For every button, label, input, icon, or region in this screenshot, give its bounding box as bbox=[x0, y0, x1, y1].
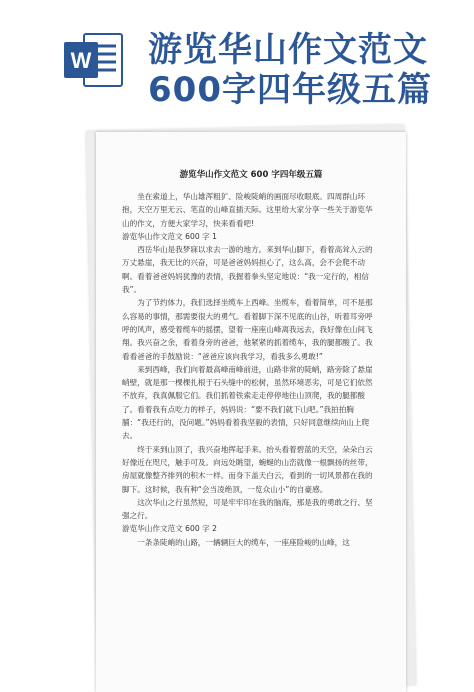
page-title-line-1: 游览华山作文范文 bbox=[148, 30, 428, 70]
svg-text:W: W bbox=[70, 48, 92, 73]
paragraph: 西岳华山是我梦寐以求去一游的地方。来到华山脚下，看着高耸入云的万丈悬崖，我无比的兴奋，可是爸爸妈妈担心了，这么高，会不会爬不动啊。看着爸爸妈妈犹豫的表情，我握着拳头坚定地说：“我一定行的，相信我”。 bbox=[122, 245, 373, 295]
paragraph: 这次华山之行虽然短，可是牢牢印在我的脑海，那是我的勇敢之行、坚强之行。 bbox=[122, 497, 373, 521]
word-doc-icon bbox=[62, 28, 126, 92]
paragraph: 为了节约体力，我们选择坐缆车上西峰。坐缆车，看着简单，可不是那么容易的事情，那需要很大的勇气。看着脚下深不见底的山谷，听着耳旁呼呼的风声，感受着缆车的摇摆，望着一座座山峰离我远去，我好像在山间飞翔。我兴奋之余，看着身旁的爸爸，他紧紧的抓着缆车，我的腿都酸了。我看看爸爸的手鼓励说：“爸爸应该向我学习，看我多么勇敢!” bbox=[122, 298, 373, 361]
paragraph: 一条条陡峭的山路，一辆辆巨大的缆车，一座座险峻的山峰，这 bbox=[137, 537, 350, 547]
document-body bbox=[122, 190, 378, 549]
section-heading: 游览华山作文范文 600 字 2 bbox=[122, 524, 217, 534]
paragraph: 终于来到山顶了，我兴奋地挥起手来。抬头看着碧蓝的天空，朵朵白云好像近在咫尺，触手可及。向远处眺望，蜿蜒的山峦就像一根飘扬的丝带，房屋就像整齐排列的积木一样。而身下盖天白云，看到的一切风景都在我的脚下。这时候，我有种“会当凌绝顶，一览众山小”的自豪感。 bbox=[122, 444, 373, 494]
paragraph: 来到西峰，我们向着最高峰南峰前进，山路非常的陡峭，路旁除了悬崖峭壁，就是那一棵棵扎根于石头缝中的松树，虽然环境恶劣，可是它们依然不放弃，我真佩服它们。我们抓着铁索走走停停地往山顶爬，我的腿都酸了。看着我有点吃力的样子，妈妈说：“要不我们就下山吧。”我拍拍胸脯：“我还行的，没问题。”妈妈看着我坚毅的表情，只好同意继续向山上爬去。 bbox=[122, 364, 373, 441]
page-title-line-2: 600字四年级五篇 bbox=[148, 70, 432, 110]
section-heading: 游览华山作文范文 600 字 1 bbox=[122, 231, 217, 241]
header-banner bbox=[0, 0, 474, 118]
document-title: 游览华山作文范文 600 字四年级五篇 bbox=[179, 170, 323, 180]
paragraph: 坐在索道上，华山雄浑粗犷、险峻陡峭的画面尽收眼底。四周群山环抱，天空万里无云、笔直的山峰直插天际。这里给大家分享一些关于游览华山的作文，方便大家学习，快来看看吧! bbox=[122, 192, 373, 228]
